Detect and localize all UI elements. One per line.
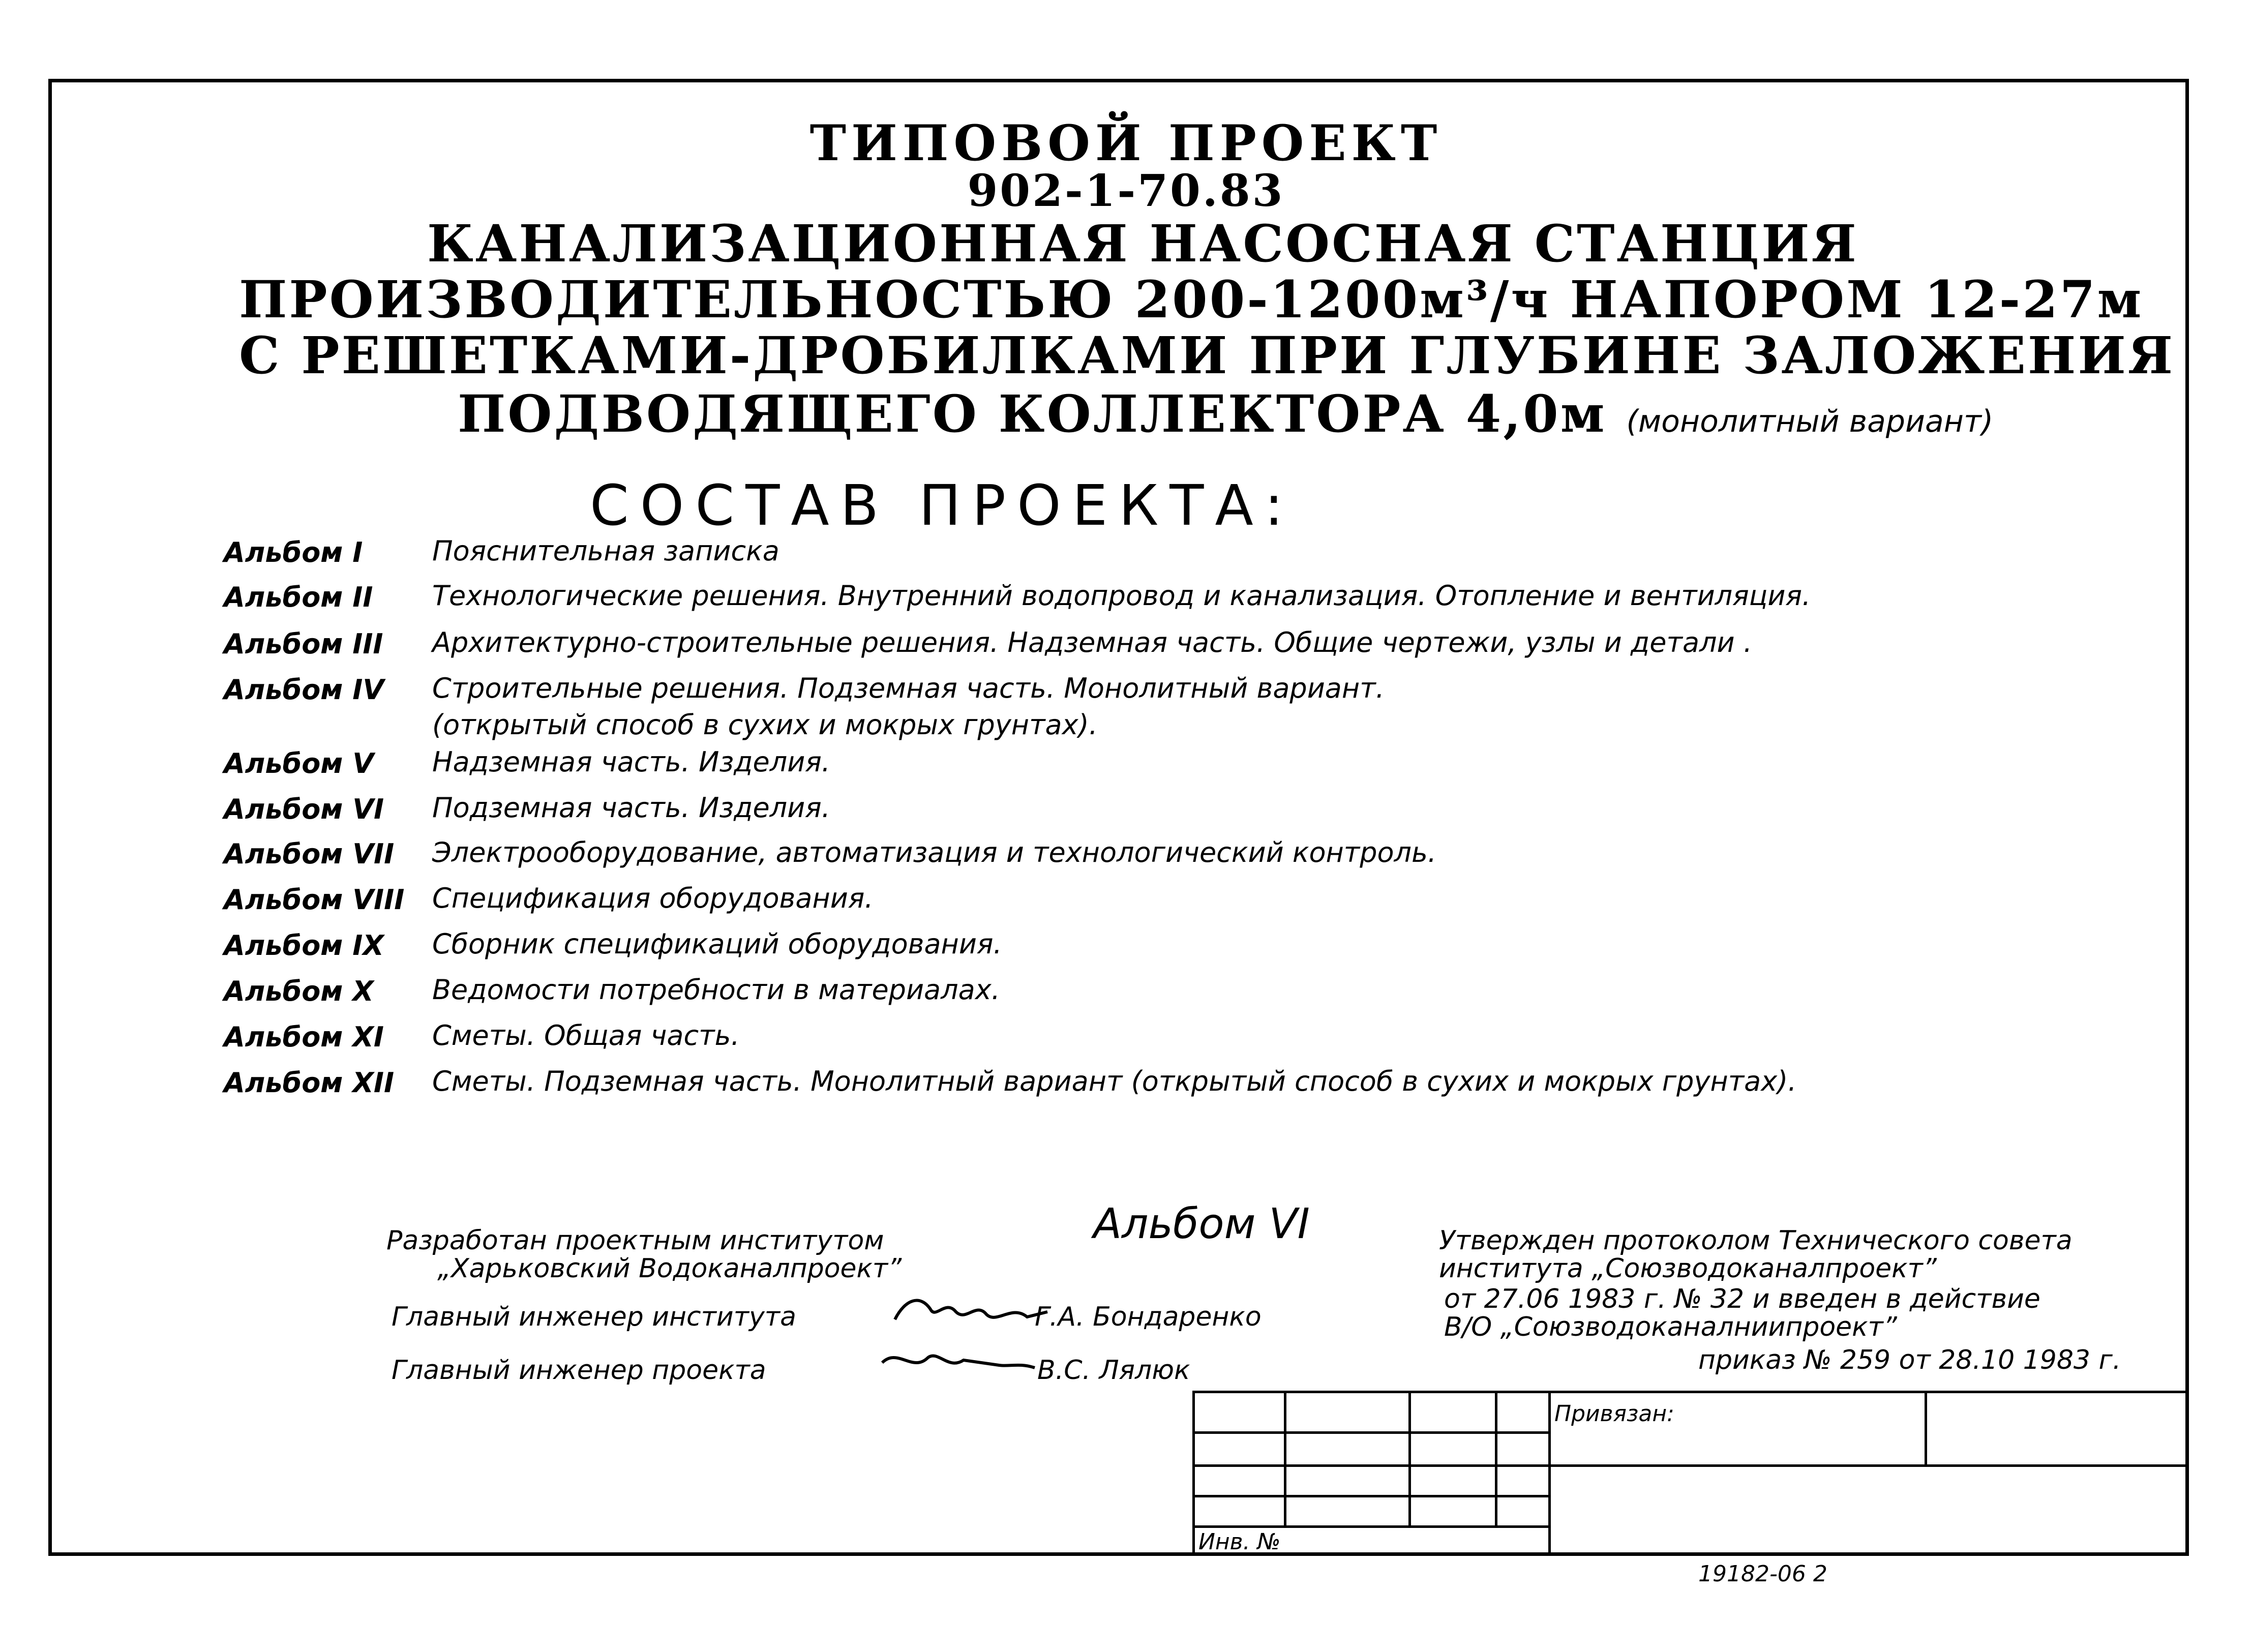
album-text: Электрооборудование, автоматизация и технологический контроль.	[432, 836, 1437, 868]
album-text: Архитектурно-строительные решения. Надземная часть. Общие чертежи, узлы и детали .	[432, 626, 1752, 658]
signature-bondarenko	[885, 1289, 1053, 1335]
developer-line-1: Разработан проектным институтом	[386, 1225, 884, 1256]
album-text: Спецификация оборудования.	[432, 882, 874, 914]
monolith-variant-note: (монолитный вариант)	[1626, 404, 1994, 439]
approval-line-2: института „Союзводоканалпроект”	[1439, 1253, 1937, 1284]
title-line-6-main: ПОДВОДЯЩЕГО КОЛЛЕКТОРА 4,0м	[458, 384, 1607, 444]
approval-line-4: В/О „Союзводоканалниипроект”	[1444, 1312, 1897, 1342]
album-label: Альбом XII	[224, 1067, 395, 1099]
signature-lyalyuk	[872, 1342, 1040, 1383]
developer-line-2: „Харьковский Водоканалпроект”	[437, 1253, 902, 1284]
approval-line-1: Утвержден протоколом Технического совета	[1439, 1225, 2073, 1256]
album-label: Альбом IX	[224, 929, 384, 962]
album-text: Технологические решения. Внутренний водопровод и канализация. Отопление и вентиляция.	[432, 580, 1811, 612]
footer-sheet-number: 19182-06 2	[1698, 1561, 1827, 1587]
album-text: Сметы. Подземная часть. Монолитный вариант (открытый способ в сухих и мокрых грунтах).	[432, 1065, 1797, 1097]
album-label: Альбом VII	[224, 838, 395, 870]
album-label: Альбом XI	[224, 1021, 384, 1053]
title-line-3: КАНАЛИЗАЦИОННАЯ НАСОСНАЯ СТАНЦИЯ	[427, 214, 1858, 274]
album-label: Альбом VIII	[224, 884, 405, 916]
album-text: Подземная часть. Изделия.	[432, 792, 830, 824]
chief-institute-label: Главный инженер института	[392, 1302, 796, 1332]
title-block-stamp	[1192, 1391, 2189, 1556]
title-line-5: С РЕШЕТКАМИ-ДРОБИЛКАМИ ПРИ ГЛУБИНЕ ЗАЛОЖЕНИЯ	[239, 325, 2175, 385]
chief-project-name: В.С. Лялюк	[1037, 1355, 1190, 1386]
album-text: Сметы. Общая часть.	[432, 1019, 740, 1052]
album-label: Альбом I	[224, 536, 363, 568]
title-line-6	[458, 384, 1993, 444]
current-album: Альбом VI	[1093, 1200, 1310, 1248]
album-text: Ведомости потребности в материалах.	[432, 974, 1000, 1006]
album-label: Альбом X	[224, 975, 374, 1007]
approval-line-3: от 27.06 1983 г. № 32 и введен в действие	[1444, 1284, 2040, 1314]
album-label: Альбом IV	[224, 674, 384, 706]
project-number: 902-1-70.83	[967, 165, 1285, 217]
inventory-number-label: Инв. №	[1198, 1529, 1281, 1555]
album-label: Альбом II	[224, 581, 373, 613]
album-text: Пояснительная записка	[432, 535, 779, 567]
chief-institute-name: Г.А. Бондаренко	[1035, 1302, 1262, 1332]
album-text: Надземная часть. Изделия.	[432, 746, 830, 778]
album-text: Сборник спецификаций оборудования.	[432, 928, 1002, 960]
album-text: Строительные решения. Подземная часть. Монолитный вариант. (открытый способ в сухих и мокрых грунтах).	[432, 672, 1385, 741]
privyazan-label: Привязан:	[1554, 1401, 1674, 1427]
title-line-4: ПРОИЗВОДИТЕЛЬНОСТЬЮ 200-1200м³/ч НАПОРОМ 12-27м	[239, 269, 2144, 329]
approval-line-5: приказ № 259 от 28.10 1983 г.	[1698, 1345, 2121, 1375]
project-composition-heading: СОСТАВ ПРОЕКТА:	[590, 473, 1295, 538]
project-type-title: ТИПОВОЙ ПРОЕКТ	[809, 114, 1443, 172]
album-label: Альбом V	[224, 747, 374, 779]
chief-project-label: Главный инженер проекта	[392, 1355, 766, 1386]
album-label: Альбом VI	[224, 793, 384, 825]
album-label: Альбом III	[224, 628, 383, 660]
